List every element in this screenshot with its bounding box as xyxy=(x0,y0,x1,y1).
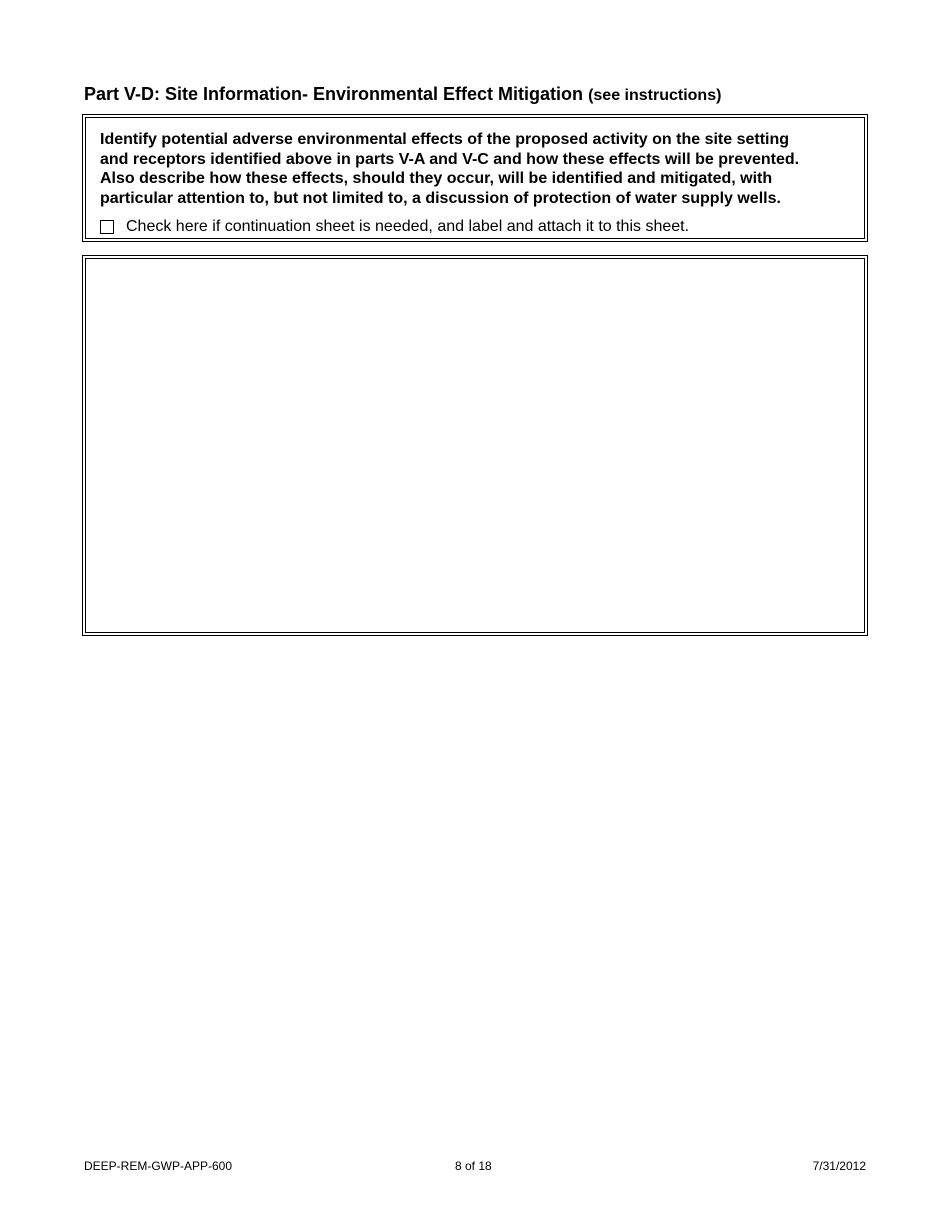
part-title-note: (see instructions) xyxy=(588,87,722,104)
continuation-sheet-row xyxy=(100,218,689,236)
instructions-line: Identify potential adverse environmental effects of the proposed activity on the site setting xyxy=(100,131,790,148)
form-id: DEEP-REM-GWP-APP-600 xyxy=(84,1159,233,1173)
continuation-sheet-checkbox[interactable] xyxy=(100,220,114,234)
part-title xyxy=(84,84,721,105)
part-title-text: Part V-D: Site Information- Environmental Effect Mitigation xyxy=(84,84,584,104)
page-number: 8 of 18 xyxy=(455,1159,492,1173)
revision-date: 7/31/2012 xyxy=(812,1159,866,1173)
instructions-text xyxy=(100,130,860,208)
instructions-line: and receptors identified above in parts V-A and V-C and how these effects will be prevented. xyxy=(100,150,800,168)
instructions-box xyxy=(82,114,868,242)
response-text-area[interactable] xyxy=(82,255,868,636)
instructions-line: particular attention to, but not limited to, a discussion of protection of water supply wells. xyxy=(100,189,781,207)
continuation-sheet-label: Check here if continuation sheet is needed, and label and attach it to this sheet. xyxy=(126,218,690,235)
instructions-line: Also describe how these effects, should they occur, will be identified and mitigated, with xyxy=(100,170,773,188)
